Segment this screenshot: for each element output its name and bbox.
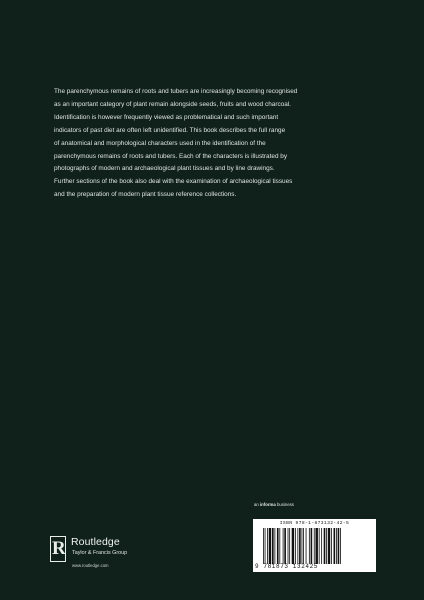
- blurb-line: parenchymous remains of roots and tubers. Each of the characters is illustrated by: [54, 152, 288, 160]
- publisher-name: Routledge: [71, 536, 120, 548]
- informa-brand: informa: [259, 502, 276, 507]
- barcode-bar: [267, 528, 268, 564]
- barcode-bar: [277, 528, 279, 564]
- blurb-line: photographs of modern and archaeological plant tissues and by line drawings.: [54, 165, 275, 173]
- barcode-bar: [289, 528, 290, 564]
- blurb-line: Identification is however frequently viewed as problematical and such important: [54, 113, 279, 121]
- publisher-url: www.routledge.com: [72, 563, 109, 568]
- book-blurb: [54, 86, 376, 202]
- barcode-bar: [315, 528, 317, 564]
- publisher-group: Taylor & Francis Group: [72, 550, 128, 556]
- barcode-bar: [297, 528, 298, 564]
- barcode-bar: [284, 528, 286, 564]
- barcode-bar: [311, 528, 313, 564]
- barcode-bar: [336, 528, 337, 564]
- barcode-bar: [324, 528, 326, 564]
- barcode-bar: [299, 528, 301, 564]
- blurb-line: and the preparation of modern plant tissue reference collections.: [54, 191, 237, 199]
- barcode-bar: [263, 528, 264, 564]
- barcode-bar: [340, 528, 341, 564]
- blurb-line: indicators of past diet are often left unidentified. This book describes the full range: [54, 126, 286, 134]
- barcode-bar: [269, 528, 271, 564]
- isbn-barcode: [253, 519, 376, 572]
- barcode-digits: 9 781873 132425: [255, 563, 319, 570]
- routledge-logo-icon: [50, 536, 66, 562]
- barcode-bar: [288, 528, 289, 564]
- blurb-line: of anatomical and morphological characters used in the identification of the: [54, 139, 266, 147]
- publisher-logo: [50, 536, 180, 572]
- blurb-line: Further sections of the book also deal with the examination of archaeological tissues: [54, 178, 293, 186]
- barcode-bar: [274, 528, 275, 564]
- barcode-bar: [292, 528, 294, 564]
- informa-business-label: [254, 502, 294, 508]
- informa-suffix: business: [275, 502, 294, 507]
- barcode-icon: [263, 528, 369, 564]
- barcode-bar: [303, 528, 304, 564]
- barcode-bar: [306, 528, 307, 564]
- barcode-bar: [272, 528, 274, 564]
- barcode-bar: [326, 528, 327, 564]
- barcode-bar: [314, 528, 315, 564]
- barcode-bar: [328, 528, 330, 564]
- barcode-bar: [338, 528, 340, 564]
- isbn-label: ISBN 978-1-873132-42-5: [279, 521, 350, 526]
- barcode-bar: [283, 528, 284, 564]
- barcode-bar: [309, 528, 310, 564]
- barcode-bar: [295, 528, 296, 564]
- barcode-bar: [279, 528, 280, 564]
- barcode-bar: [302, 528, 303, 564]
- barcode-bar: [319, 528, 320, 564]
- barcode-bar: [331, 528, 332, 564]
- barcode-bar: [321, 528, 322, 564]
- logo-letter: R: [52, 538, 66, 559]
- informa-prefix: an: [254, 502, 260, 507]
- barcode-bar: [334, 528, 336, 564]
- blurb-line: as an important category of plant remain alongside seeds, fruits and wood charcoal.: [54, 100, 291, 108]
- barcode-bar: [265, 528, 266, 564]
- blurb-line: The parenchymous remains of roots and tubers are increasingly becoming recognised: [54, 88, 298, 95]
